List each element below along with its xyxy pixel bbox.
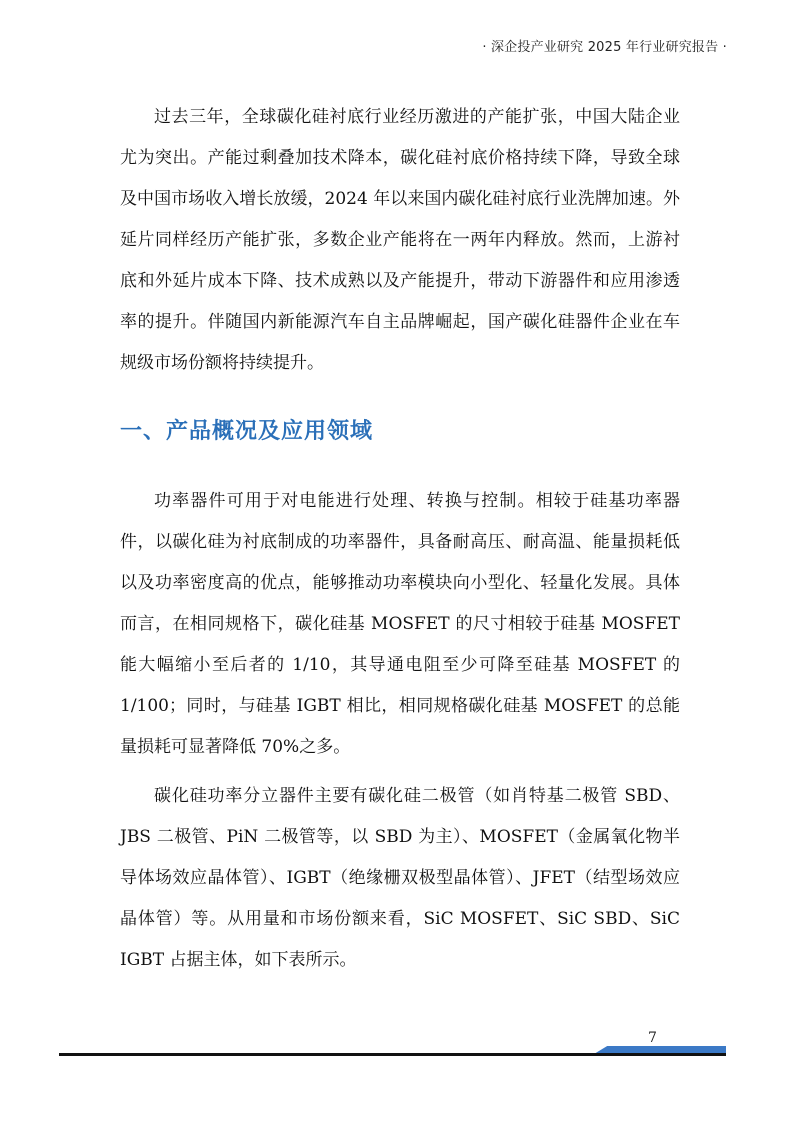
power-devices-paragraph: 功率器件可用于对电能进行处理、转换与控制。相较于硅基功率器件，以碳化硅为衬底制成的功率器件，具备耐高压、耐高温、能量损耗低以及功率密度高的优点，能够推动功率模块向小型化、轻量化发展。具体而言，在相同规格下，碳化硅基 MOSFET 的尺寸相较于硅基 MOSFET 能大幅缩小至后者的 1/10，其导通电阻至少可降至硅基 MOSFET 的 1/100；同时，与硅基 IGBT 相比，相同规格碳化硅基 MOSFET 的总能量损耗可显著降低 70%之多。 <box>120 491 680 757</box>
discrete-devices-paragraph: 碳化硅功率分立器件主要有碳化硅二极管（如肖特基二极管 SBD、JBS 二极管、PiN 二极管等，以 SBD 为主）、MOSFET（金属氧化物半导体场效应晶体管）、IGBT（绝缘栅双极型晶体管）、JFET（结型场效应晶体管）等。从用量和市场份额来看，SiC MOSFET、SiC SBD、SiC IGBT 占据主体，如下表所示。 <box>120 786 680 970</box>
running-header: · 深企投产业研究 2025 年行业研究报告 · <box>482 40 727 55</box>
footer-rule <box>59 1053 726 1056</box>
page-number: 7 <box>648 1030 657 1046</box>
section-heading: 一、产品概况及应用领域 <box>120 419 374 444</box>
intro-paragraph: 过去三年，全球碳化硅衬底行业经历激进的产能扩张，中国大陆企业尤为突出。产能过剩叠加技术降本，碳化硅衬底价格持续下降，导致全球及中国市场收入增长放缓，2024 年以来国内碳化硅衬底行业洗牌加速。外延片同样经历产能扩张，多数企业产能将在一两年内释放。然而，上游衬底和外延片成本下降、技术成熟以及产能提升，带动下游器件和应用渗透率的提升。伴随国内新能源汽车自主品牌崛起，国产碳化硅器件企业在车规级市场份额将持续提升。 <box>120 107 680 373</box>
